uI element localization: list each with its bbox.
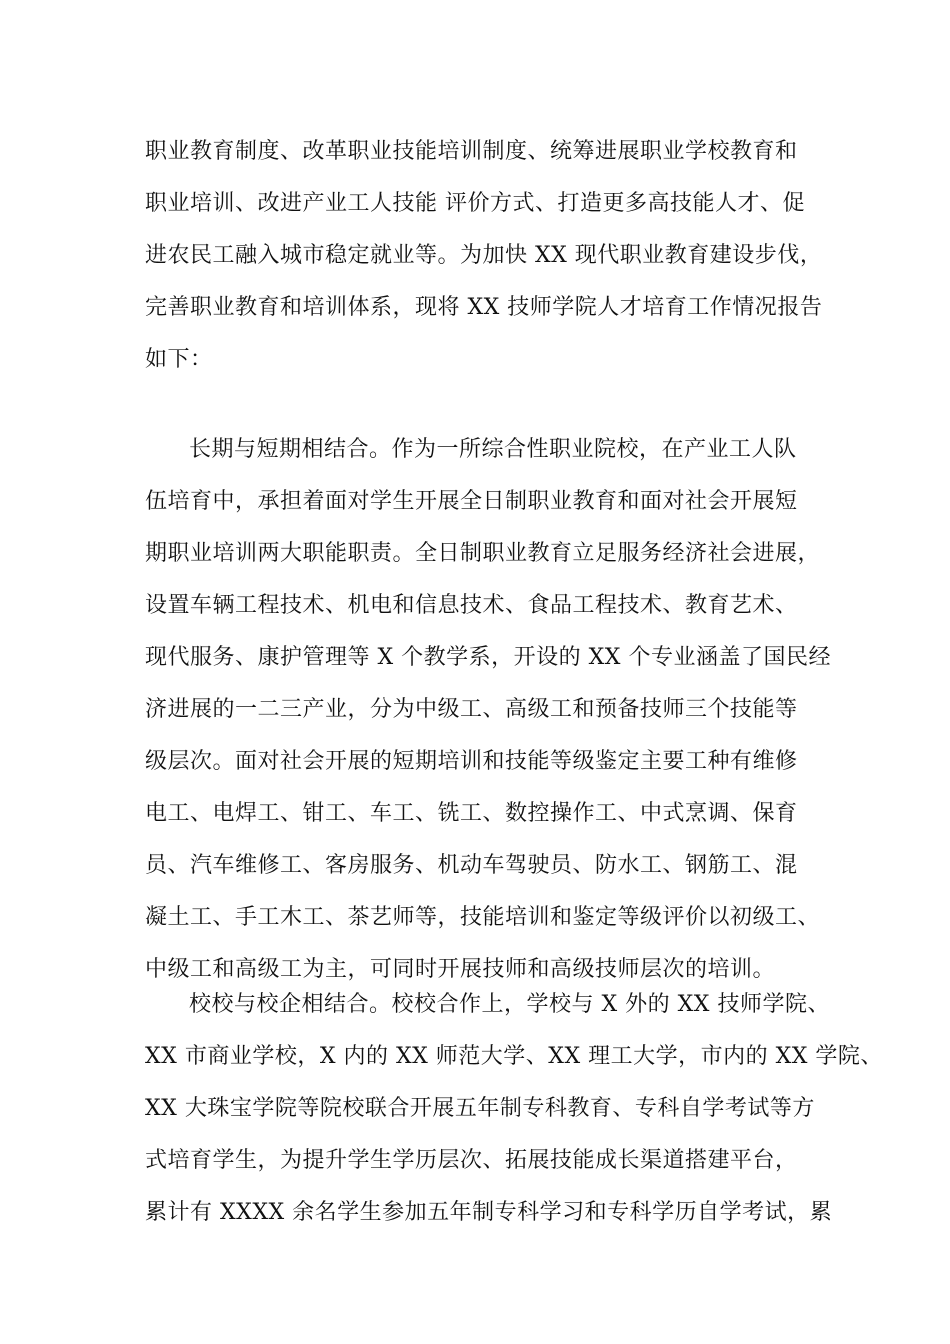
paragraph-line: 职业教育制度、改革职业技能培训制度、统筹进展职业学校教育和	[145, 139, 798, 164]
paragraph-line: 校校与校企相结合。校校合作上，学校与 X 外的 XX 技师学院、	[189, 992, 830, 1017]
paragraph-line: 济进展的一二三产业，分为中级工、高级工和预备技师三个技能等	[145, 697, 798, 722]
paragraph-line: 长期与短期相结合。作为一所综合性职业院校，在产业工人队	[189, 437, 797, 462]
paragraph-line: 期职业培训两大职能职责。全日制职业教育立足服务经济社会进展，	[145, 541, 821, 566]
paragraph-long-short-term	[145, 424, 831, 996]
paragraph-line: 职业培训、改进产业工人技能 评价方式、打造更多高技能人才、促	[145, 191, 805, 216]
paragraph-line: 级层次。面对社会开展的短期培训和技能等级鉴定主要工种有维修	[145, 749, 798, 774]
paragraph-line: 伍培育中，承担着面对学生开展全日制职业教育和面对社会开展短	[145, 489, 798, 514]
paragraph-line: 式培育学生，为提升学生学历层次、拓展技能成长渠道搭建平台，	[145, 1148, 798, 1173]
paragraph-line: 现代服务、康护管理等 X 个教学系，开设的 XX 个专业涵盖了国民经	[145, 645, 831, 670]
paragraph-line: XX 市商业学校，X 内的 XX 师范大学、XX 理工大学，市内的 XX 学院、	[145, 1044, 883, 1069]
paragraph-intro	[145, 126, 825, 386]
paragraph-line: 设置车辆工程技术、机电和信息技术、食品工程技术、教育艺术、	[145, 593, 798, 618]
paragraph-line: 进农民工融入城市稳定就业等。为加快 XX 现代职业教育建设步伐，	[145, 243, 823, 268]
paragraph-line: 电工、电焊工、钳工、车工、铣工、数控操作工、中式烹调、保育	[145, 801, 798, 826]
paragraph-line: 中级工和高级工为主，可同时开展技师和高级技师层次的培训。	[145, 957, 776, 982]
paragraph-line: 完善职业教育和培训体系，现将 XX 技师学院人才培育工作情况报告	[145, 295, 823, 320]
paragraph-school-enterprise	[145, 979, 883, 1239]
paragraph-line: 累计有 XXXX 余名学生参加五年制专科学习和专科学历自学考试，累	[145, 1200, 833, 1225]
paragraph-line: 员、汽车维修工、客房服务、机动车驾驶员、防水工、钢筋工、混	[145, 853, 798, 878]
paragraph-line: XX 大珠宝学院等院校联合开展五年制专科教育、专科自学考试等方	[145, 1096, 815, 1121]
paragraph-line: 凝土工、手工木工、茶艺师等，技能培训和鉴定等级评价以初级工、	[145, 905, 821, 930]
paragraph-line: 如下：	[145, 347, 213, 372]
